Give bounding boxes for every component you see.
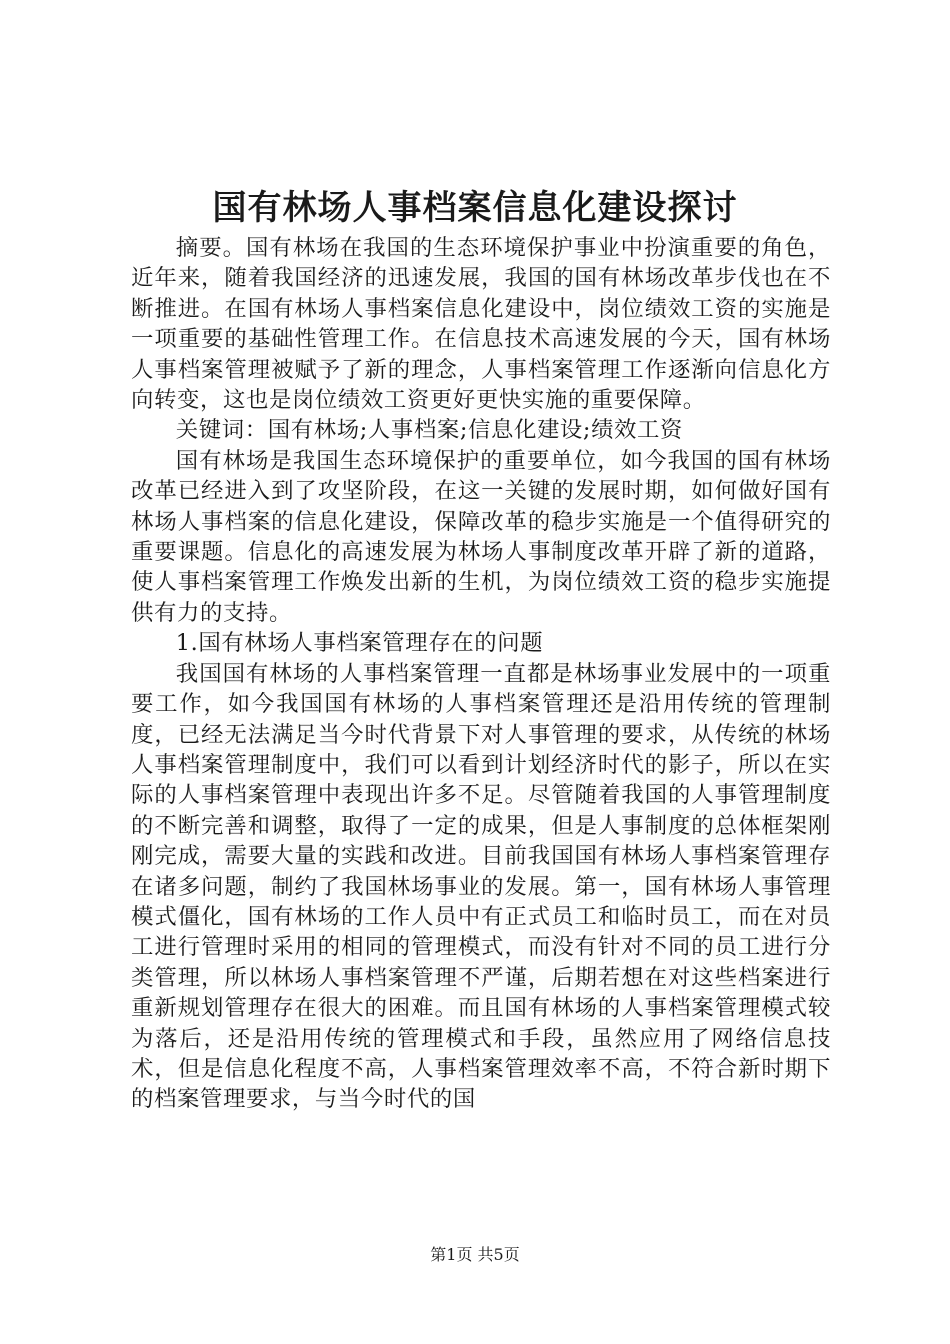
section-heading: 1.国有林场人事档案管理存在的问题 (175, 630, 544, 657)
document-body (131, 233, 831, 1115)
body-paragraph: 我国国有林场的人事档案管理一直都是林场事业发展中的一项重要工作，如今我国国有林场的人事档案管理还是沿用传统的管理制度，已经无法满足当今时代背景下对人事管理的要求，从传统的林场人事档案管理制度中，我们可以看到计划经济时代的影子，所以在实际的人事档案管理中表现出许多不足。尽管随着我国的人事管理制度的不断完善和调整，取得了一定的成果，但是人事制度的总体框架刚刚完成，需要大量的实践和改进。目前我国国有林场人事档案管理存在诸多问题，制约了我国林场事业的发展。第一，国有林场人事管理模式僵化，国有林场的工作人员中有正式员工和临时员工，而在对员工进行管理时采用的相同的管理模式，而没有针对不同的员工进行分类管理，所以林场人事档案管理不严谨，后期若想在对这些档案进行重新规划管理存在很大的困难。而且国有林场的人事档案管理模式较为落后，还是沿用传统的管理模式和手段，虽然应用了网络信息技术，但是信息化程度不高，人事档案管理效率不高，不符合新时期下的档案管理要求，与当今时代的国 (131, 660, 831, 1113)
intro-paragraph: 国有林场是我国生态环境保护的重要单位，如今我国的国有林场改革已经进入到了攻坚阶段，在这一关键的发展时期，如何做好国有林场人事档案的信息化建设，保障改革的稳步实施是一个值得研究的重要课题。信息化的高速发展为林场人事制度改革开辟了新的道路，使人事档案管理工作焕发出新的生机，为岗位绩效工资的稳步实施提供有力的支持。 (131, 447, 831, 626)
abstract-paragraph: 摘要。国有林场在我国的生态环境保护事业中扮演重要的角色，近年来，随着我国经济的迅速发展，我国的国有林场改革步伐也在不断推进。在国有林场人事档案信息化建设中，岗位绩效工资的实施是一项重要的基础性管理工作。在信息技术高速发展的今天，国有林场人事档案管理被赋予了新的理念，人事档案管理工作逐渐向信息化方向转变，这也是岗位绩效工资更好更快实施的重要保障。 (131, 235, 831, 414)
document-title: 国有林场人事档案信息化建设探讨 (212, 188, 738, 228)
keywords-paragraph: 关键词：国有林场;人事档案;信息化建设;绩效工资 (175, 417, 684, 444)
page-footer: 第1页 共5页 (430, 1245, 520, 1264)
